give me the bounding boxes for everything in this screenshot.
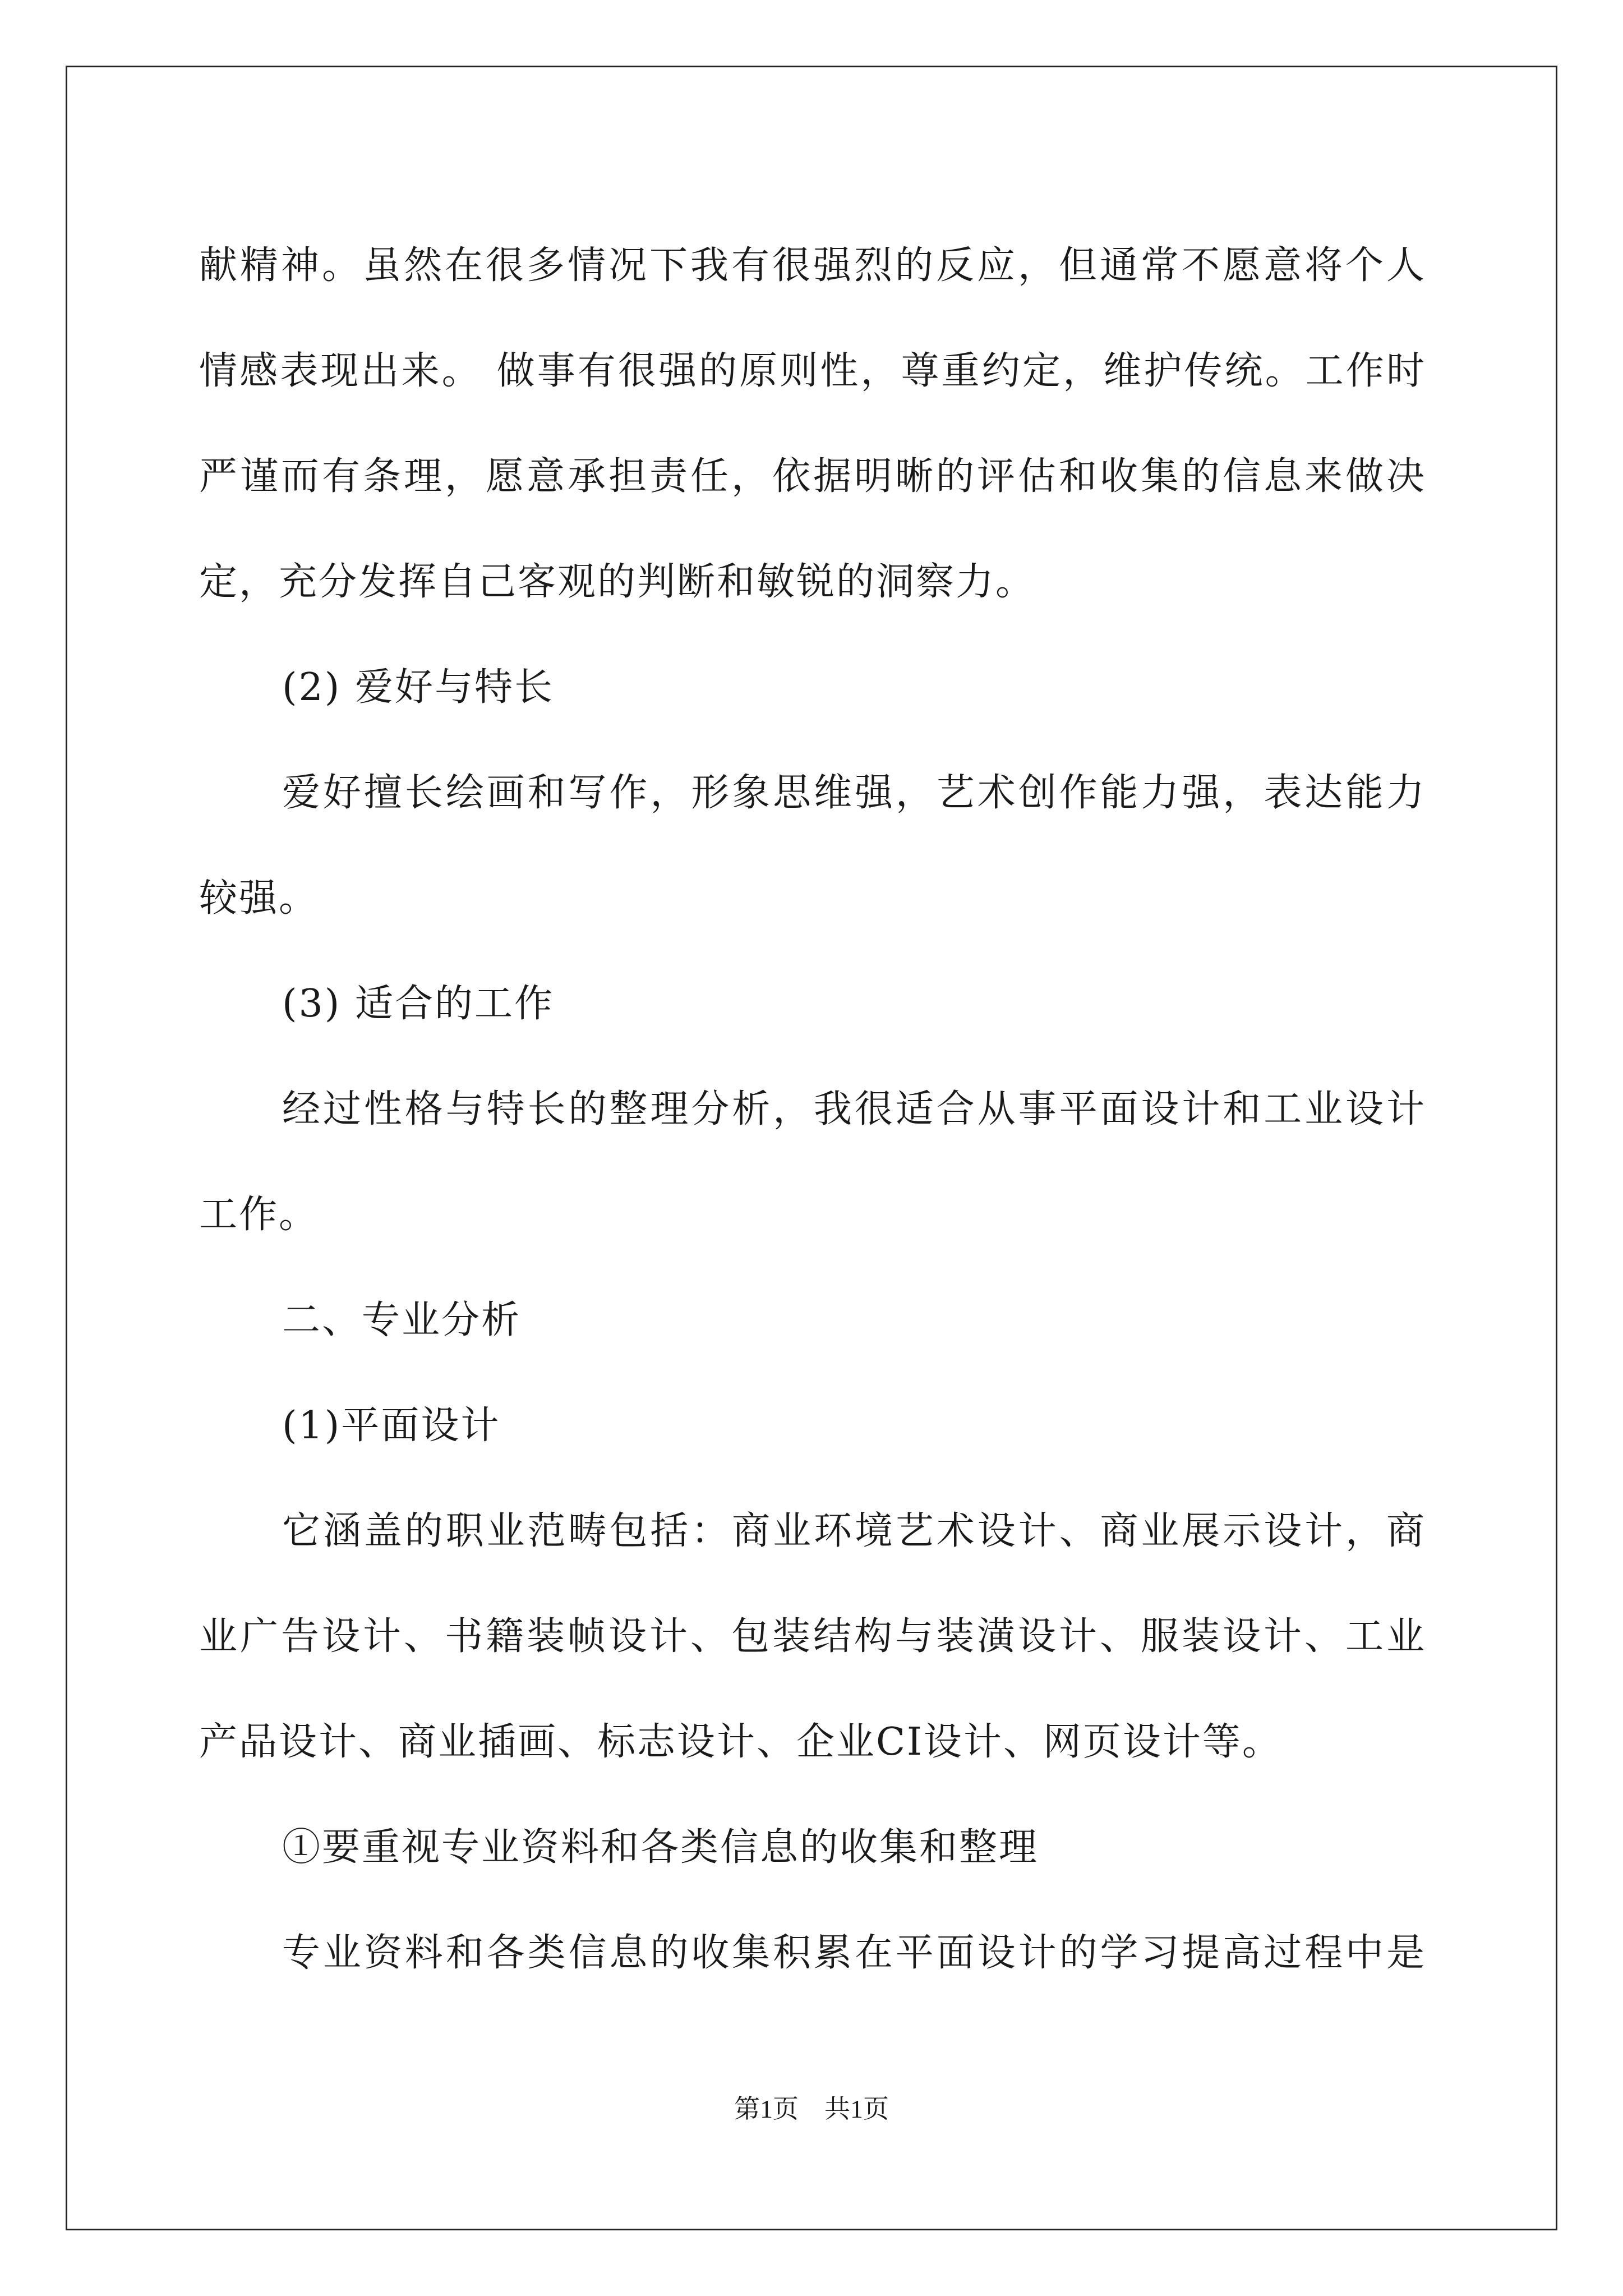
- section-heading: (1)平面设计: [282, 1404, 501, 1448]
- document-body: [199, 213, 1426, 2006]
- page-number-footer: 第1页 共1页: [734, 2095, 889, 2123]
- paragraph-line: 业广告设计、书籍装帧设计、包装结构与装潢设计、服装设计、工业: [199, 1614, 1426, 1659]
- section-heading: 二、专业分析: [282, 1298, 522, 1342]
- paragraph-line: 它涵盖的职业范畴包括：商业环境艺术设计、商业展示设计，商: [282, 1509, 1426, 1553]
- section-heading: ①要重视专业资料和各类信息的收集和整理: [282, 1825, 1039, 1870]
- paragraph-line: 爱好擅长绘画和写作，形象思维强，艺术创作能力强，表达能力: [282, 771, 1426, 815]
- paragraph-line: 情感表现出来。 做事有很强的原则性，尊重约定，维护传统。工作时: [199, 349, 1426, 393]
- paragraph-line: 献精神。虽然在很多情况下我有很强烈的反应，但通常不愿意将个人: [199, 243, 1426, 288]
- paragraph-line: 严谨而有条理，愿意承担责任，依据明晰的评估和收集的信息来做决: [199, 454, 1426, 499]
- paragraph-line: 较强。: [199, 876, 319, 921]
- paragraph-line: 专业资料和各类信息的收集积累在平面设计的学习提高过程中是: [282, 1931, 1426, 1975]
- paragraph-line: 工作。: [199, 1193, 319, 1237]
- section-heading: (2) 爱好与特长: [282, 665, 554, 710]
- paragraph-line: 经过性格与特长的整理分析，我很适合从事平面设计和工业设计: [282, 1087, 1426, 1131]
- paragraph-line: 产品设计、商业插画、标志设计、企业CI设计、网页设计等。: [199, 1720, 1282, 1764]
- section-heading: (3) 适合的工作: [282, 982, 554, 1026]
- paragraph-line: 定，充分发挥自己客观的判断和敏锐的洞察力。: [199, 560, 1036, 604]
